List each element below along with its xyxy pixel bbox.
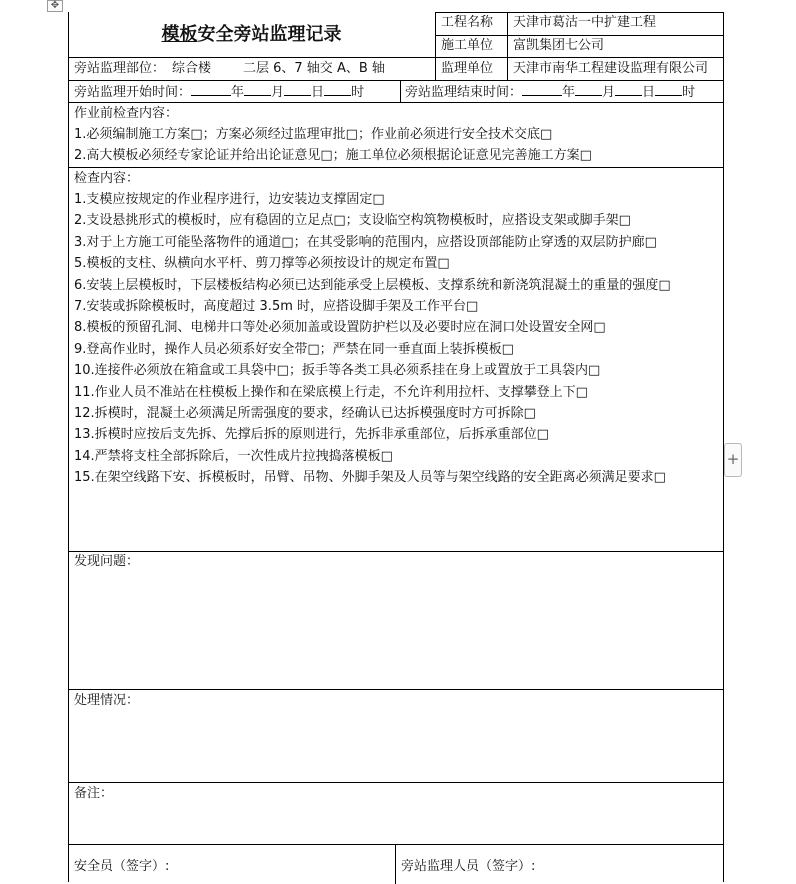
check-item[interactable]: 6.安装上层模板时，下层楼板结构必须已达到能承受上层模板、支撑系统和新浇筑混凝土的重量的强度□ (74, 278, 671, 293)
end-time-field[interactable]: 旁站监理结束时间： 年 月 日 时 (405, 82, 695, 102)
start-time-field[interactable]: 旁站监理开始时间： 年 月 日 时 (74, 82, 364, 102)
plus-icon: + (726, 450, 740, 468)
supervision-record-table (68, 12, 724, 882)
check-item[interactable]: 12.拆模时，混凝土必须满足所需强度的要求，经确认已达拆模强度时方可拆除□ (74, 406, 536, 421)
check-item[interactable]: 9.登高作业时，操作人员必须系好安全带□；严禁在同一垂直面上装拆模板□ (74, 342, 514, 357)
supervision-unit-value[interactable]: 天津市南华工程建设监理有限公司 (513, 61, 709, 76)
pre-check-item[interactable]: 2.高大模板必须经专家论证并给出论证意见□；施工单位必须根据论证意见完善施工方案□ (74, 148, 592, 163)
remarks-heading: 备注： (74, 786, 114, 801)
check-item[interactable]: 15.在架空线路下安、拆模板时，吊臂、吊物、外脚手架及人员等与架空线路的安全距离必须满足要求□ (74, 470, 666, 485)
safety-officer-signature[interactable]: 安全员（签字）: (74, 859, 170, 874)
check-item[interactable]: 3.对于上方施工可能坠落物件的通道□；在其受影响的范围内，应搭设顶部能防止穿透的双层防护廊□ (74, 235, 657, 250)
check-item[interactable]: 14.严禁将支柱全部拆除后，一次性成片拉拽捣落模板□ (74, 449, 393, 464)
document-title: 模板安全旁站监理记录 (161, 24, 342, 45)
pre-check-item[interactable]: 1.必须编制施工方案□；方案必须经过监理审批□；作业前必须进行安全技术交底□ (74, 127, 553, 142)
table-move-handle[interactable] (47, 0, 63, 12)
supervision-unit-label: 监理单位 (441, 61, 494, 76)
project-name-value[interactable]: 天津市葛沽一中扩建工程 (513, 15, 657, 30)
location-detail[interactable]: 二层 6、7 轴交 A、B 轴 (243, 61, 385, 76)
check-item[interactable]: 7.安装或拆除模板时，高度超过 3.5m 时，应搭设脚手架及工作平台□ (74, 299, 479, 314)
location-label: 旁站监理部位： (74, 61, 166, 76)
check-item[interactable]: 10.连接件必须放在箱盒或工具袋中□；扳手等各类工具必须系挂在身上或置放于工具袋内□ (74, 363, 601, 378)
check-item[interactable]: 11.作业人员不准站在柱模板上操作和在梁底模上行走，不允许利用拉杆、支撑攀登上下□ (74, 385, 588, 400)
check-item[interactable]: 5.模板的支柱、纵横向水平杆、剪刀撑等必须按设计的规定布置□ (74, 256, 450, 271)
construction-unit-label: 施工单位 (441, 38, 494, 53)
check-item[interactable]: 1.支模应按规定的作业程序进行，边安装边支撑固定□ (74, 192, 385, 207)
check-heading: 检查内容： (74, 171, 140, 186)
handling-heading: 处理情况： (74, 693, 140, 708)
move-arrows-icon: ✥ (50, 0, 60, 11)
problems-heading: 发现问题： (74, 554, 140, 569)
check-item[interactable]: 8.模板的预留孔洞、电梯井口等处必须加盖或设置防护栏以及必要时应在洞口处设置安全网□ (74, 320, 606, 335)
check-item[interactable]: 13.拆模时应按后支先拆、先撑后拆的原则进行，先拆非承重部位，后拆承重部位□ (74, 427, 549, 442)
supervisor-signature[interactable]: 旁站监理人员（签字）: (401, 859, 536, 874)
check-item[interactable]: 2.支设悬挑形式的模板时，应有稳固的立足点□；支设临空构筑物模板时，应搭设支架或脚手架□ (74, 213, 631, 228)
location-building[interactable]: 综合楼 (172, 61, 212, 76)
add-row-button[interactable] (724, 443, 742, 477)
construction-unit-value[interactable]: 富凯集团七公司 (513, 38, 605, 53)
project-name-label: 工程名称 (441, 15, 494, 30)
pre-check-heading: 作业前检查内容： (74, 106, 179, 121)
